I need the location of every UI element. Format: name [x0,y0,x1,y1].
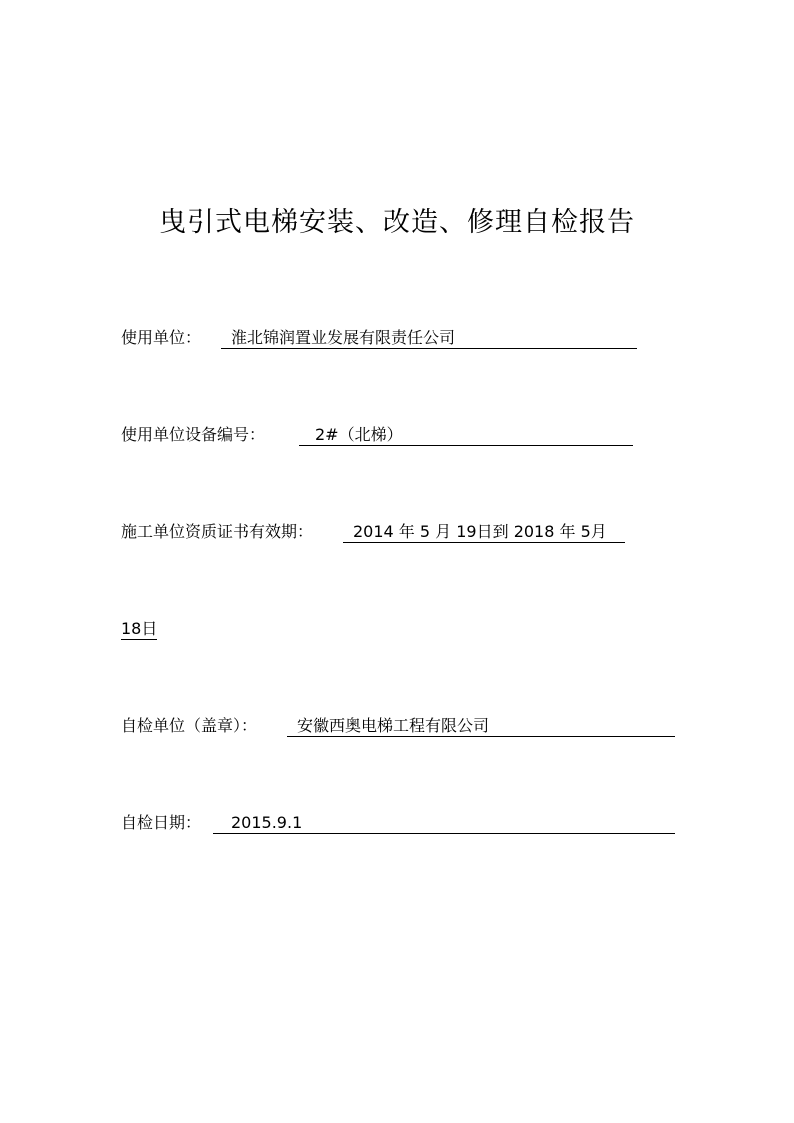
inspect-date-label: 自检日期： [121,813,202,832]
validity-row [121,521,641,547]
inspect-unit-label: 自检单位（盖章）： [121,716,258,735]
device-no-label: 使用单位设备编号： [121,425,266,444]
user-unit-row [121,327,641,353]
validity-label: 施工单位资质证书有效期： [121,522,314,541]
validity-value-line1: 2014 年 5 月 19日到 2018 年 5月 [343,521,625,543]
user-unit-value: 淮北锦润置业发展有限责任公司 [221,327,637,349]
inspect-date-row [121,812,681,838]
inspect-date-value: 2015.9.1 [213,812,675,834]
device-no-value: 2#（北梯） [299,424,633,446]
validity-value-line2: 18日 [121,619,158,638]
user-unit-label: 使用单位： [121,328,202,347]
inspect-unit-value: 安徽西奥电梯工程有限公司 [287,715,675,737]
device-no-row [121,424,641,450]
inspect-unit-row [121,715,681,741]
validity-row-continued [121,618,157,640]
document-title: 曳引式电梯安装、改造、修理自检报告 [159,207,635,238]
